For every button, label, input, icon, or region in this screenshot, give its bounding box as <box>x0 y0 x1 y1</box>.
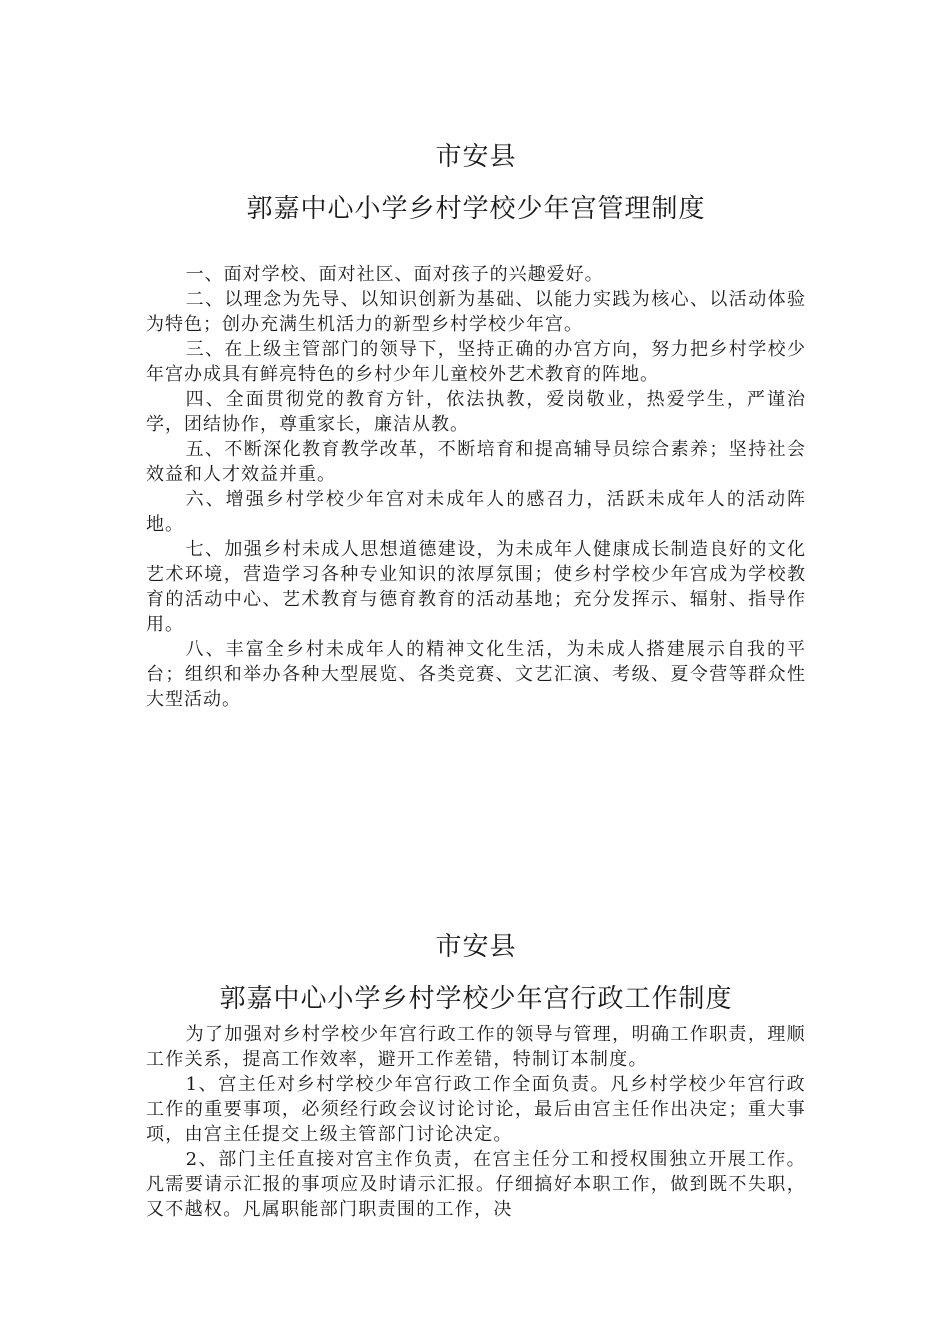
document-title: 郭嘉中心小学乡村学校少年宫行政工作制度 <box>219 984 733 1014</box>
intro-paragraph: 为了加强对乡村学校少年宫行政工作的领导与管理，明确工作职责，理顺工作关系，提高工作效率，避开工作差错，特制订本制度。 <box>146 1024 806 1070</box>
regulation-item-1: 一、面对学校、面对社区、面对孩子的兴趣爱好。 <box>185 264 604 285</box>
county-heading: 市安县 <box>435 932 517 962</box>
regulation-item-3: 三、在上级主管部门的领导下，坚持正确的办宫方向，努力把乡村学校少年宫办成具有鲜亮特色的乡村少年儿童校外艺术教育的阵地。 <box>146 339 806 385</box>
document-title: 郭嘉中心小学乡村学校少年宫管理制度 <box>246 194 706 224</box>
regulation-item-8: 八、丰富全乡村未成年人的精神文化生活，为未成人搭建展示自我的平台；组织和举办各种大型展览、各类竞赛、文艺汇演、考级、夏令营等群众性大型活动。 <box>146 639 806 710</box>
regulation-item-4: 四、全面贯彻党的教育方针，依法执教，爱岗敬业，热爱学生，严谨治学，团结协作，尊重家长，廉洁从教。 <box>146 389 806 435</box>
regulation-item-7: 七、加强乡村未成人思想道德建设，为未成年人健康成长制造良好的文化艺术环境，营造学习各种专业知识的浓厚氛围；使乡村学校少年宫成为学校教育的活动中心、艺术教育与德育教育的活动基地；充分发挥示、辐射、指导作用。 <box>146 539 806 635</box>
management-regulation-section <box>146 140 806 712</box>
regulation-item-6: 六、增强乡村学校少年宫对未成年人的感召力，活跃未成年人的活动阵地。 <box>146 489 806 535</box>
regulation-item-1: 1、宫主任对乡村学校少年宫行政工作全面负责。凡乡村学校少年宫行政工作的重要事项，必须经行政会议讨论讨论，最后由宫主任作出决定；重大事项，由宫主任提交上级主管部门讨论决定。 <box>146 1074 806 1145</box>
regulation-item-2: 二、以理念为先导、以知识创新为基础、以能力实践为核心、以活动体验为特色；创办充满生机活力的新型乡村学校少年宫。 <box>146 289 806 335</box>
county-heading: 市安县 <box>435 142 517 172</box>
regulation-item-5: 五、不断深化教育教学改革，不断培育和提高辅导员综合素养；坚持社会效益和人才效益并重。 <box>146 439 806 485</box>
regulation-item-2: 2、部门主任直接对宫主作负责，在宫主任分工和授权围独立开展工作。凡需要请示汇报的事项应及时请示汇报。仔细搞好本职工作，做到既不失职，又不越权。凡属职能部门职责围的工作，决 <box>146 1149 806 1220</box>
administrative-regulation-section <box>146 930 806 1222</box>
